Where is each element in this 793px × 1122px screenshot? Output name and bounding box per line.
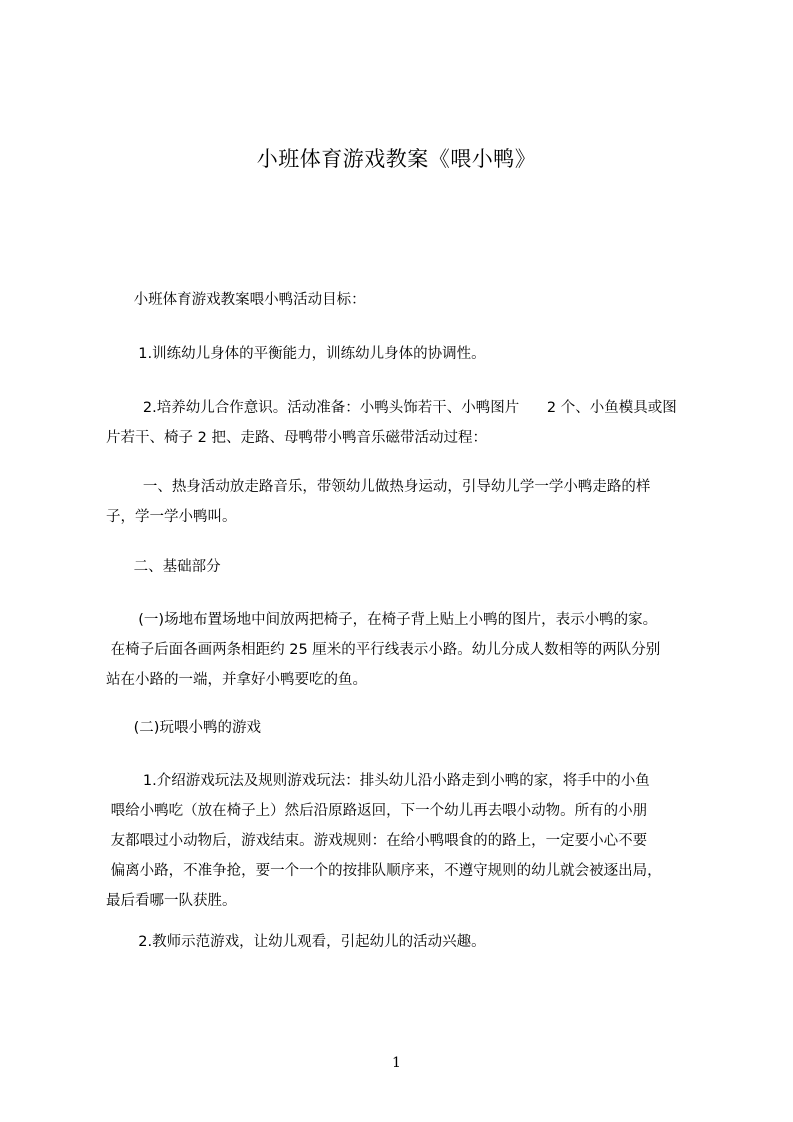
paragraph-warmup [106, 472, 699, 532]
text-line: (二)玩喂小鸭的游戏 [106, 720, 261, 736]
paragraph-objectives-heading [106, 285, 699, 315]
paragraph-rules [106, 766, 699, 916]
paragraph-site-setup [106, 605, 699, 695]
section-heading-basics [106, 552, 699, 582]
text-line: 友都喂过小动物后，游戏结束。游戏规则：在给小鸭喂食的的路上，一定要小心不要 [106, 833, 648, 849]
text-line: 偏离小路，不准争抢，要一个一个的按排队顺序来，不遵守规则的幼儿就会被逐出局， [106, 863, 662, 879]
text-line: 子，学一学小鸭叫。 [106, 509, 237, 525]
text-line: (一)场地布置场地中间放两把椅子，在椅子背上贴上小鸭的图片，表示小鸭的家。 [106, 612, 658, 628]
section-heading-play [106, 713, 699, 743]
text-line: 2.培养幼儿合作意识。活动准备：小鸭头饰若干、小鸭图片 2 个、小鱼模具或图 [106, 400, 677, 416]
text-line: 1.介绍游戏玩法及规则游戏玩法：排头幼儿沿小路走到小鸭的家，将手中的小鱼 [106, 773, 650, 789]
document-title: 小班体育游戏教案《喂小鸭》 [256, 147, 537, 171]
page-number: 1 [392, 1055, 401, 1071]
paragraph-objective-2-preparation [106, 393, 699, 453]
text-line: 一、热身活动放走路音乐，带领幼儿做热身运动，引导幼儿学一学小鸭走路的样 [106, 479, 651, 495]
text-line: 2.教师示范游戏，让幼儿观看，引起幼儿的活动兴趣。 [106, 934, 486, 950]
text-line: 片若干、椅子 2 把、走路、母鸭带小鸭音乐磁带活动过程： [106, 430, 487, 446]
paragraph-objective-1 [106, 339, 699, 369]
text-line: 小班体育游戏教案喂小鸭活动目标： [106, 292, 366, 308]
text-line: 最后看哪一队获胜。 [106, 893, 237, 909]
text-line: 1.训练幼儿身体的平衡能力，训练幼儿身体的协调性。 [106, 346, 486, 362]
text-line: 在椅子后面各画两条相距约 25 厘米的平行线表示小路。幼儿分成人数相等的两队分别 [106, 642, 661, 658]
paragraph-demonstration [106, 927, 699, 957]
text-line: 二、基础部分 [106, 559, 221, 575]
text-line: 喂给小鸭吃（放在椅子上）然后沿原路返回，下一个幼儿再去喂小动物。所有的小朋 [106, 803, 648, 819]
text-line: 站在小路的一端，并拿好小鸭要吃的鱼。 [106, 672, 367, 688]
